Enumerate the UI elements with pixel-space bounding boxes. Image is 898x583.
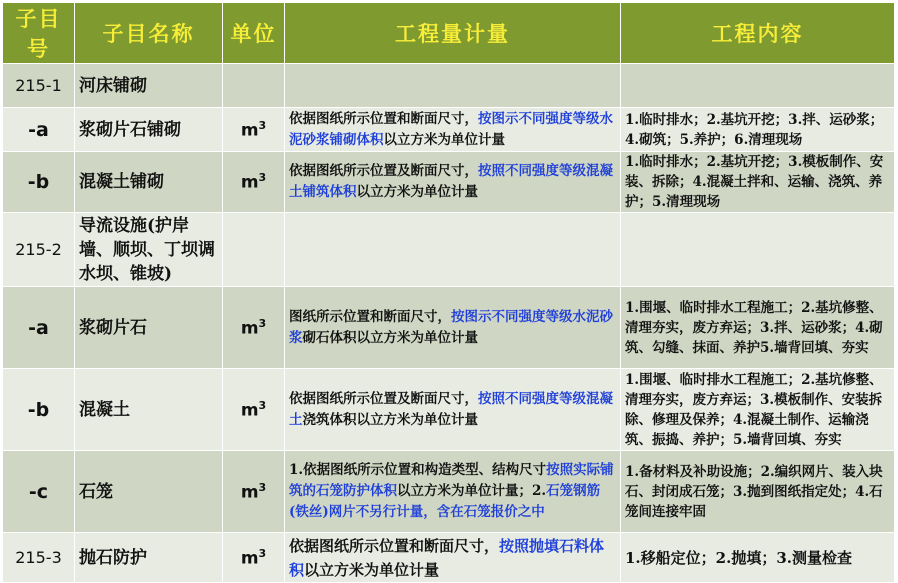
item-code: 215-3 (3, 533, 75, 583)
item-measure: 1.依据图纸所示位置和构造类型、结构尺寸按照实际铺筑的石笼防护体积以立方米为单位计量；2.石笼钢筋(铁丝)网片不另行计量，含在石笼报价之中 (285, 451, 621, 533)
item-unit: $m^3$ (223, 451, 285, 533)
table-row (3, 369, 895, 451)
item-measure: 依据图纸所示位置及断面尺寸，按照不同强度等级混凝土浇筑体积以立方米为单位计量 (285, 369, 621, 451)
table-row (3, 108, 895, 152)
item-code: 215-2 (3, 213, 75, 287)
item-unit (223, 64, 285, 108)
item-unit: $m^3$ (223, 369, 285, 451)
item-unit: $m^3$ (223, 108, 285, 152)
item-code: -c (3, 451, 75, 533)
item-name: 河床铺砌 (75, 64, 223, 108)
header-content: 工程内容 (621, 3, 895, 64)
item-content: 1.备材料及补助设施；2.编织网片、装入块石、封闭成石笼；3.抛到图纸指定处；4.石笼间连接牢固 (621, 451, 895, 533)
item-measure: 依据图纸所示位置及断面尺寸，按照不同强度等级混凝土铺筑体积以立方米为单位计量 (285, 152, 621, 213)
item-unit: $m^3$ (223, 533, 285, 583)
header-measure: 工程量计量 (285, 3, 621, 64)
table-row (3, 533, 895, 583)
item-content: 1.临时排水；2.基坑开挖；3.模板制作、安装、拆除；4.混凝土拌和、运输、浇筑、养护；5.清理现场 (621, 152, 895, 213)
header-code: 子目号 (3, 3, 75, 64)
item-content: 1.临时排水；2.基坑开挖；3.拌、运砂浆；4.砌筑；5.养护；6.清理现场 (621, 108, 895, 152)
header-row (3, 3, 895, 64)
item-measure: 图纸所示位置和断面尺寸，按图示不同强度等级水泥砂浆砌石体积以立方米为单位计量 (285, 287, 621, 369)
item-name: 浆砌片石铺砌 (75, 108, 223, 152)
item-measure (285, 64, 621, 108)
item-code: -a (3, 287, 75, 369)
item-name: 混凝土铺砌 (75, 152, 223, 213)
item-name: 抛石防护 (75, 533, 223, 583)
item-measure (285, 213, 621, 287)
item-content (621, 213, 895, 287)
item-code: -b (3, 152, 75, 213)
header-name: 子目名称 (75, 3, 223, 64)
item-measure: 依据图纸所示位置和断面尺寸，按图示不同强度等级水泥砂浆铺砌体积以立方米为单位计量 (285, 108, 621, 152)
table-row (3, 287, 895, 369)
item-unit: $m^3$ (223, 152, 285, 213)
table-row (3, 451, 895, 533)
bill-table (2, 2, 895, 583)
item-content: 1.移船定位；2.抛填；3.测量检查 (621, 533, 895, 583)
item-measure: 依据图纸所示位置和断面尺寸，按照抛填石料体积以立方米为单位计量 (285, 533, 621, 583)
item-code: -a (3, 108, 75, 152)
item-content: 1.围堰、临时排水工程施工；2.基坑修整、清理夯实，废方弃运；3.拌、运砂浆；4.砌筑、勾缝、抹面、养护5.墙背回填、夯实 (621, 287, 895, 369)
table-row (3, 152, 895, 213)
table-row (3, 64, 895, 108)
item-name: 导流设施(护岸墙、顺坝、丁坝调水坝、锥坡) (75, 213, 223, 287)
item-name: 混凝土 (75, 369, 223, 451)
item-name: 石笼 (75, 451, 223, 533)
item-unit: $m^3$ (223, 287, 285, 369)
item-code: 215-1 (3, 64, 75, 108)
item-content: 1.围堰、临时排水工程施工；2.基坑修整、清理夯实，废方弃运；3.模板制作、安装拆除、修理及保养；4.混凝土制作、运输浇筑、振捣、养护；5.墙背回填、夯实 (621, 369, 895, 451)
header-unit: 单位 (223, 3, 285, 64)
item-name: 浆砌片石 (75, 287, 223, 369)
item-content (621, 64, 895, 108)
table-row (3, 213, 895, 287)
item-unit (223, 213, 285, 287)
item-code: -b (3, 369, 75, 451)
